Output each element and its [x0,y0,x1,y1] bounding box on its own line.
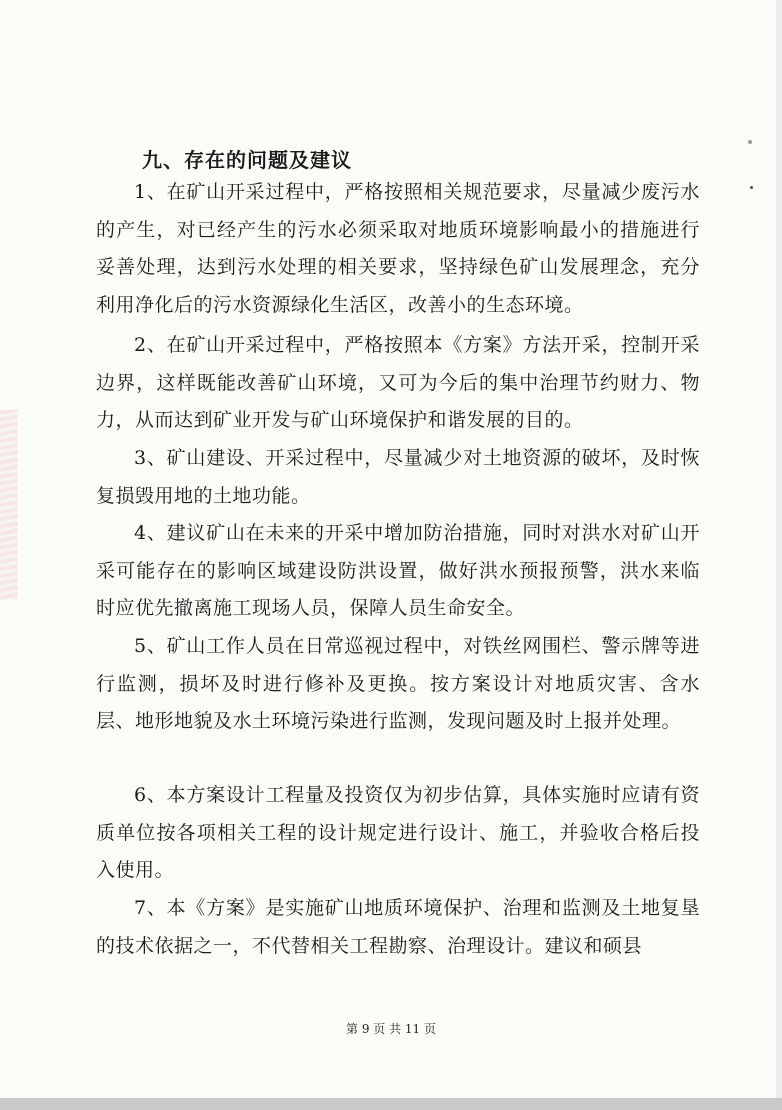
paragraph-1: 1、在矿山开采过程中，严格按照相关规范要求，尽量减少废污水的产生，对已经产生的污水必须采取对地质环境影响最小的措施进行妥善处理，达到污水处理的相关要求，坚持绿色矿山发展理念，充分利用净化后的污水资源绿化生活区，改善小的生态环境。 [96,181,700,316]
section-title: 九、存在的问题及建议 [142,148,352,172]
paragraph-5: 5、矿山工作人员在日常巡视过程中，对铁丝网围栏、警示牌等进行监测，损坏及时进行修补及更换。按方案设计对地质灾害、含水层、地形地貌及水土环境污染进行监测，发现问题及时上报并处理。 [96,635,700,732]
paragraph-6: 6、本方案设计工程量及投资仅为初步估算，具体实施时应请有资质单位按各项相关工程的设计规定进行设计、施工，并验收合格后投入使用。 [96,784,700,881]
paragraph-2: 2、在矿山开采过程中，严格按照本《方案》方法开采，控制开采边界，这样既能改善矿山环境，又可为今后的集中治理节约财力、物力，从而达到矿业开发与矿山环境保护和谐发展的目的。 [96,334,700,431]
scan-border-bottom [0,1098,782,1110]
paragraph-4: 4、建议矿山在未来的开采中增加防治措施，同时对洪水对矿山开采可能存在的影响区域建设防洪设置，做好洪水预报预警，洪水来临时应优先撤离施工现场人员，保障人员生命安全。 [96,522,700,619]
scan-border-right [776,0,782,1110]
scan-speck [750,186,753,189]
seal-stamp-edge [0,410,18,600]
paragraph-7: 7、本《方案》是实施矿山地质环境保护、治理和监测及土地复垦的技术依据之一，不代替相关工程勘察、治理设计。建议和硕县 [96,897,700,957]
page-number-footer: 第 9 页 共 11 页 [346,1022,436,1036]
scan-speck [748,140,752,144]
paragraph-3: 3、矿山建设、开采过程中，尽量减少对土地资源的破坏，及时恢复损毁用地的土地功能。 [96,447,700,507]
